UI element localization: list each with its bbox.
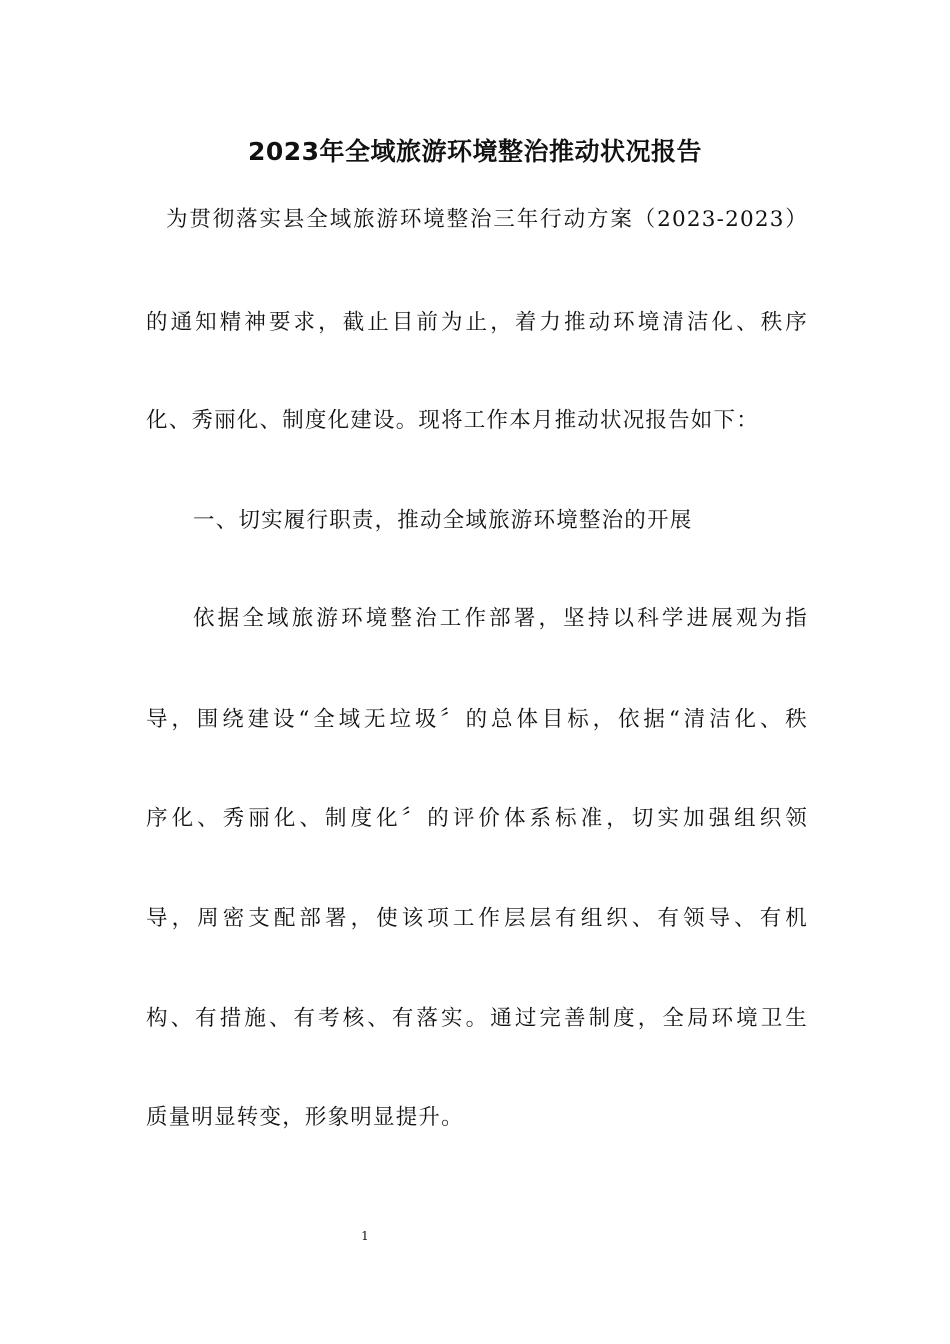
paragraph-body-line-3: 序化、秀丽化、制度化〞的评价体系标准，切实加强组织领 xyxy=(146,806,808,831)
document-title: 2023年全域旅游环境整治推动状况报告 xyxy=(247,137,703,166)
paragraph-intro-line-2: 的通知精神要求，截止目前为止，着力推动环境清洁化、秩序 xyxy=(146,310,808,335)
section-heading-1: 一、切实履行职责，推动全域旅游环境整治的开展 xyxy=(193,508,693,533)
paragraph-body-line-4: 导，周密支配部署，使该项工作层层有组织、有领导、有机 xyxy=(146,906,808,931)
paragraph-body-line-1: 依据全域旅游环境整治工作部署，坚持以科学进展观为指 xyxy=(193,606,808,631)
paragraph-body-line-2: 导，围绕建设“全域无垃圾〞的总体目标，依据“清洁化、秩 xyxy=(146,707,808,732)
paragraph-intro-line-3: 化、秀丽化、制度化建设。现将工作本月推动状况报告如下： xyxy=(146,408,759,433)
paragraph-body-line-6: 质量明显转变，形象明显提升。 xyxy=(146,1105,464,1130)
page-number: 1 xyxy=(361,1229,369,1243)
paragraph-intro-line-1: 为贯彻落实县全域旅游环境整治三年行动方案（2023-2023） xyxy=(166,207,808,232)
paragraph-body-line-5: 构、有措施、有考核、有落实。通过完善制度，全局环境卫生 xyxy=(146,1006,808,1031)
